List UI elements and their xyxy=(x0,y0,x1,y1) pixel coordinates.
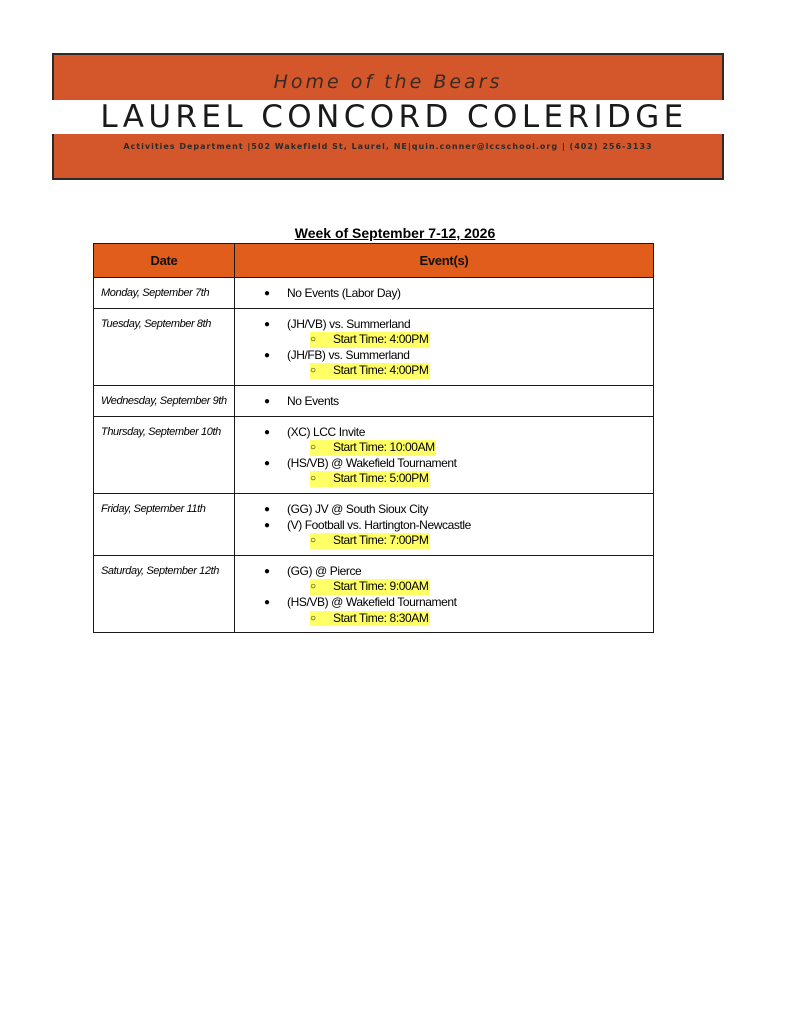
event-text: (V) Football vs. Hartington-Newcastle xyxy=(287,517,471,532)
contact-line: Activities Department |502 Wakefield St, Laurel, NE|quin.conner@lccschool.org | (402) 256-3133 xyxy=(123,142,653,151)
start-time-text: Start Time: 4:00PM xyxy=(311,363,430,379)
start-time-text: Start Time: 5:00PM xyxy=(311,471,430,487)
start-time-text: Start Time: 4:00PM xyxy=(311,332,430,348)
start-time-text: Start Time: 8:30AM xyxy=(311,611,430,627)
events-cell xyxy=(235,308,654,385)
date-cell: Monday, September 7th xyxy=(94,278,235,309)
bullet-icon: ● xyxy=(264,395,270,407)
start-time-item xyxy=(235,332,653,348)
date-cell: Wednesday, September 9th xyxy=(94,385,235,416)
events-cell xyxy=(235,555,654,632)
table-row xyxy=(94,555,654,632)
start-time-item xyxy=(235,579,653,595)
date-cell: Friday, September 11th xyxy=(94,493,235,555)
bullet-icon: ● xyxy=(264,288,270,299)
start-time-text: Start Time: 7:00PM xyxy=(311,533,430,549)
event-text: No Events (Labor Day) xyxy=(287,286,401,300)
bullet-icon: ● xyxy=(264,318,270,330)
circle-bullet-icon: ○ xyxy=(310,579,326,595)
event-text: No Events xyxy=(287,393,339,408)
table-header-row xyxy=(94,244,654,278)
events-column-header: Event(s) xyxy=(235,244,654,278)
events-cell xyxy=(235,385,654,416)
schedule-body xyxy=(94,278,654,633)
event-item xyxy=(235,564,653,580)
start-time-text: Start Time: 10:00AM xyxy=(311,440,436,456)
event-item xyxy=(235,595,653,611)
events-cell xyxy=(235,416,654,493)
banner-tagline: Home of the Bears xyxy=(273,71,503,93)
event-text: (JH/VB) vs. Summerland xyxy=(287,316,411,331)
events-cell xyxy=(235,493,654,555)
bullet-icon: ● xyxy=(264,457,270,469)
circle-bullet-icon: ○ xyxy=(310,611,326,627)
event-text: (XC) LCC Invite xyxy=(287,424,366,439)
events-cell xyxy=(235,278,654,309)
week-title: Week of September 7-12, 2026 xyxy=(294,225,496,241)
bullet-icon: ● xyxy=(264,519,270,531)
event-item xyxy=(235,348,653,364)
event-item xyxy=(235,456,653,472)
table-row xyxy=(94,308,654,385)
start-time-text: Start Time: 9:00AM xyxy=(311,579,430,595)
start-time-item xyxy=(235,471,653,487)
start-time-item xyxy=(235,363,653,379)
bullet-icon: ● xyxy=(264,503,270,515)
event-text: (HS/VB) @ Wakefield Tournament xyxy=(287,594,457,609)
circle-bullet-icon: ○ xyxy=(310,332,326,348)
table-row xyxy=(94,493,654,555)
event-item xyxy=(235,518,653,534)
table-row xyxy=(94,385,654,416)
event-text: (GG) @ Pierce xyxy=(287,563,362,578)
bullet-icon: ● xyxy=(264,426,270,438)
event-item xyxy=(235,394,653,410)
circle-bullet-icon: ○ xyxy=(310,440,326,456)
circle-bullet-icon: ○ xyxy=(310,533,326,549)
event-item xyxy=(235,425,653,441)
event-text: (HS/VB) @ Wakefield Tournament xyxy=(287,455,457,470)
start-time-item xyxy=(235,533,653,549)
school-name: LAUREL CONCORD COLERIDGE xyxy=(100,99,688,135)
table-row xyxy=(94,416,654,493)
date-cell: Tuesday, September 8th xyxy=(94,308,235,385)
event-text: (JH/FB) vs. Summerland xyxy=(287,347,410,362)
schedule-table xyxy=(93,243,654,633)
table-row xyxy=(94,278,654,309)
date-column-header: Date xyxy=(94,244,235,278)
bullet-icon: ● xyxy=(264,596,270,608)
circle-bullet-icon: ○ xyxy=(310,471,326,487)
bullet-icon: ● xyxy=(264,349,270,361)
event-item xyxy=(235,502,653,518)
event-item xyxy=(235,317,653,333)
circle-bullet-icon: ○ xyxy=(310,363,326,379)
date-cell: Thursday, September 10th xyxy=(94,416,235,493)
event-text: (GG) JV @ South Sioux City xyxy=(287,501,429,516)
start-time-item xyxy=(235,440,653,456)
start-time-item xyxy=(235,611,653,627)
bullet-icon: ● xyxy=(264,565,270,577)
event-item xyxy=(235,286,653,302)
date-cell: Saturday, September 12th xyxy=(94,555,235,632)
